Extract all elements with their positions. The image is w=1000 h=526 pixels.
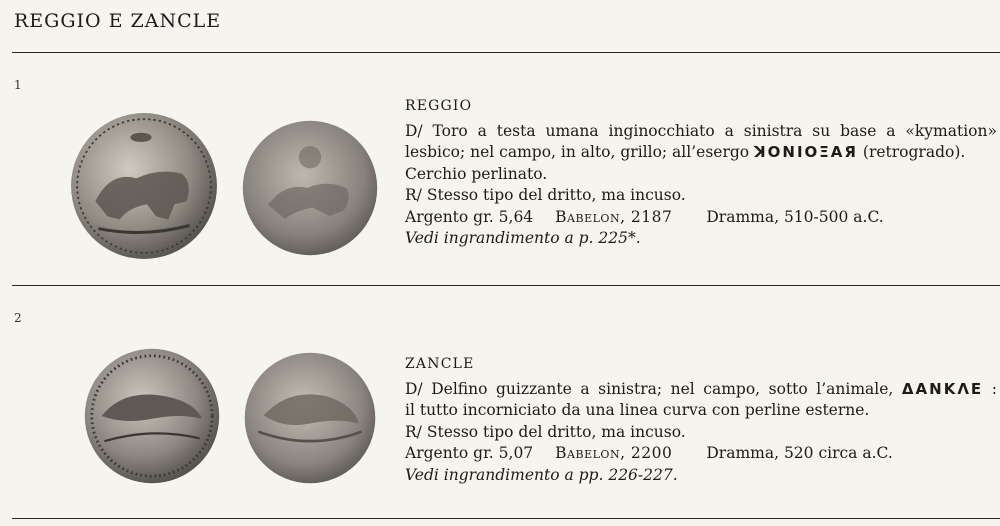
section-divider	[12, 285, 1000, 286]
entry-description	[405, 354, 997, 486]
catalog-reference: Babelon, 2187	[555, 207, 673, 226]
reverse-description	[405, 185, 997, 207]
section-divider	[12, 518, 1000, 519]
obverse-description	[405, 379, 997, 401]
denomination-date: Dramma, 510-500 a.C.	[706, 207, 884, 226]
entry-description	[405, 96, 997, 250]
mint-name: REGGIO	[405, 98, 473, 114]
obverse-text: (retrogrado).	[862, 143, 966, 161]
reverse-text: Stesso tipo del dritto, ma incuso.	[426, 422, 686, 441]
coin-specs	[405, 207, 997, 229]
section-divider	[12, 52, 1000, 53]
obverse-text: Delfino guizzante a sinistra; nel campo, sotto l’animale,	[431, 379, 894, 398]
see-reference: Vedi ingrandimento a pp. 226-227.	[405, 465, 678, 484]
mint-name: ZANCLE	[405, 356, 475, 372]
reverse-text: Stesso tipo del dritto, ma incuso.	[426, 186, 686, 204]
denomination-date: Dramma, 520 circa a.C.	[706, 444, 893, 462]
obverse-text: il tutto incorniciato da una linea curva con perline esterne.	[405, 401, 870, 419]
reverse-label: R/	[405, 186, 422, 204]
entry-number: 1	[14, 78, 22, 92]
obverse-text: Toro a testa umana inginocchiato a sinistra su base a «kymation»	[432, 121, 997, 140]
metal-weight: Argento gr. 5,07	[405, 444, 534, 462]
coin-legend: ΔΑΝΚΛΕ	[901, 379, 984, 398]
obverse-text: Cerchio perlinato.	[405, 164, 548, 183]
coin-specs	[405, 443, 997, 465]
obverse-label: D/	[405, 121, 423, 140]
coin-reverse-image	[240, 118, 380, 258]
obverse-description	[405, 121, 997, 143]
catalog-reference: Babelon, 2200	[555, 444, 673, 462]
reverse-description	[405, 422, 997, 444]
page-title: REGGIO E ZANCLE	[14, 10, 222, 32]
obverse-text: :	[991, 379, 997, 398]
obverse-label: D/	[405, 379, 423, 398]
see-reference: Vedi ingrandimento a p. 225*.	[405, 229, 641, 247]
metal-weight: Argento gr. 5,64	[405, 207, 534, 226]
entry-number: 2	[14, 311, 22, 325]
coin-reverse-image	[242, 350, 378, 486]
coin-obverse-image	[82, 346, 222, 486]
coin-legend: ꓘΟΝΙΟΞΑЯ	[754, 143, 858, 161]
obverse-text: lesbico; nel campo, in alto, grillo; all’esergo	[405, 143, 750, 161]
coin-obverse-image	[68, 110, 220, 262]
obverse-description-cont	[405, 142, 997, 164]
reverse-label: R/	[405, 422, 422, 441]
